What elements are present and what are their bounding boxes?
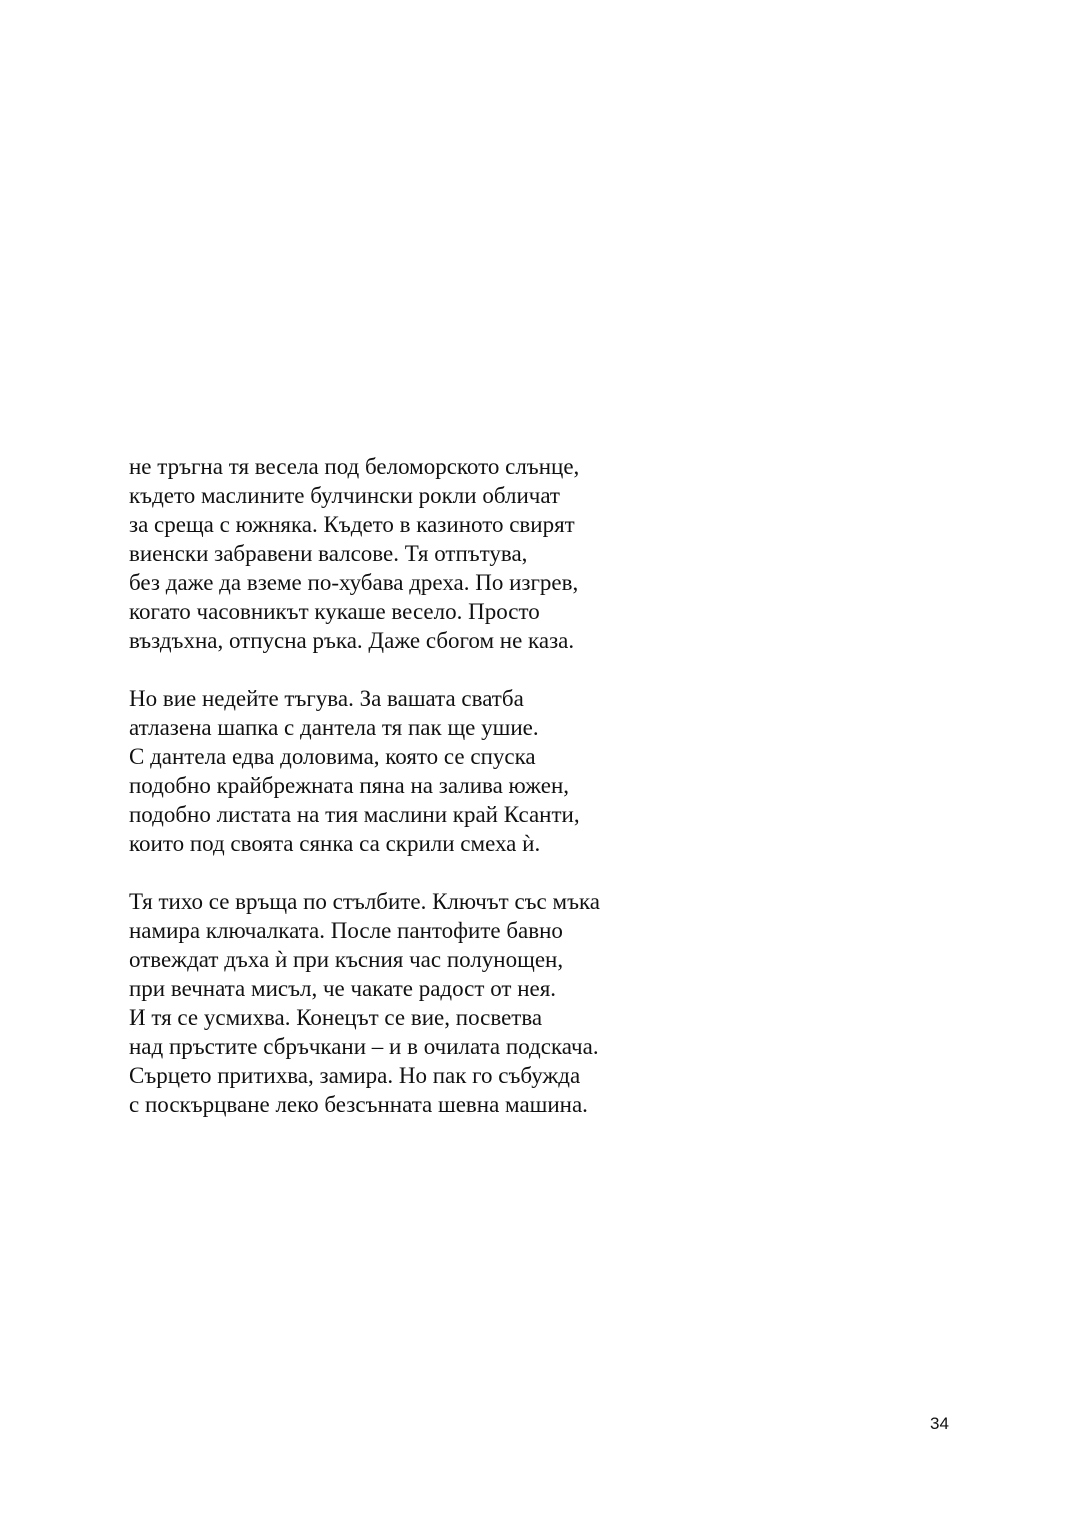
- poem-line: за среща с южняка. Където в казиното свирят: [129, 512, 575, 537]
- stanza-1: [129, 452, 929, 655]
- page-number: 34: [930, 1414, 949, 1433]
- poem-line: подобно листата на тия маслини край Ксанти,: [129, 802, 580, 827]
- poem-body: [129, 452, 929, 1148]
- poem-line: атлазена шапка с дантела тя пак ще ушие.: [129, 715, 539, 740]
- poem-line: виенски забравени валсове. Тя отпътува,: [129, 541, 528, 566]
- poem-line: с поскърцване леко безсънната шевна машина.: [129, 1092, 588, 1117]
- poem-line: С дантела едва доловима, която се спуска: [129, 744, 536, 769]
- poem-line: намира ключалката. После пантофите бавно: [129, 918, 563, 943]
- poem-line: И тя се усмихва. Конецът се вие, посветва: [129, 1005, 543, 1030]
- poem-line: без даже да вземе по-хубава дреха. По изгрев,: [129, 570, 579, 595]
- stanza-2: [129, 684, 929, 858]
- poem-line: подобно крайбрежната пяна на залива южен,: [129, 773, 569, 798]
- poem-line: въздъхна, отпусна ръка. Даже сбогом не каза.: [129, 628, 575, 653]
- poem-line: които под своята сянка са скрили смеха ѝ.: [129, 831, 541, 856]
- stanza-3: [129, 887, 929, 1119]
- poem-line: където маслините булчински рокли обличат: [129, 483, 560, 508]
- poem-line: не тръгна тя весела под беломорското слънце,: [129, 454, 580, 479]
- poem-line: Тя тихо се връща по стълбите. Ключът със мъка: [129, 889, 600, 914]
- poem-line: Сърцето притихва, замира. Но пак го събужда: [129, 1063, 581, 1088]
- poem-line: когато часовникът кукаше весело. Просто: [129, 599, 540, 624]
- poem-line: при вечната мисъл, че чакате радост от нея.: [129, 976, 557, 1001]
- poem-line: Но вие недейте тъгува. За вашата сватба: [129, 686, 524, 711]
- poem-line: отвеждат дъха ѝ при късния час полунощен,: [129, 947, 564, 972]
- poem-line: над пръстите сбръчкани – и в очилата подскача.: [129, 1034, 599, 1059]
